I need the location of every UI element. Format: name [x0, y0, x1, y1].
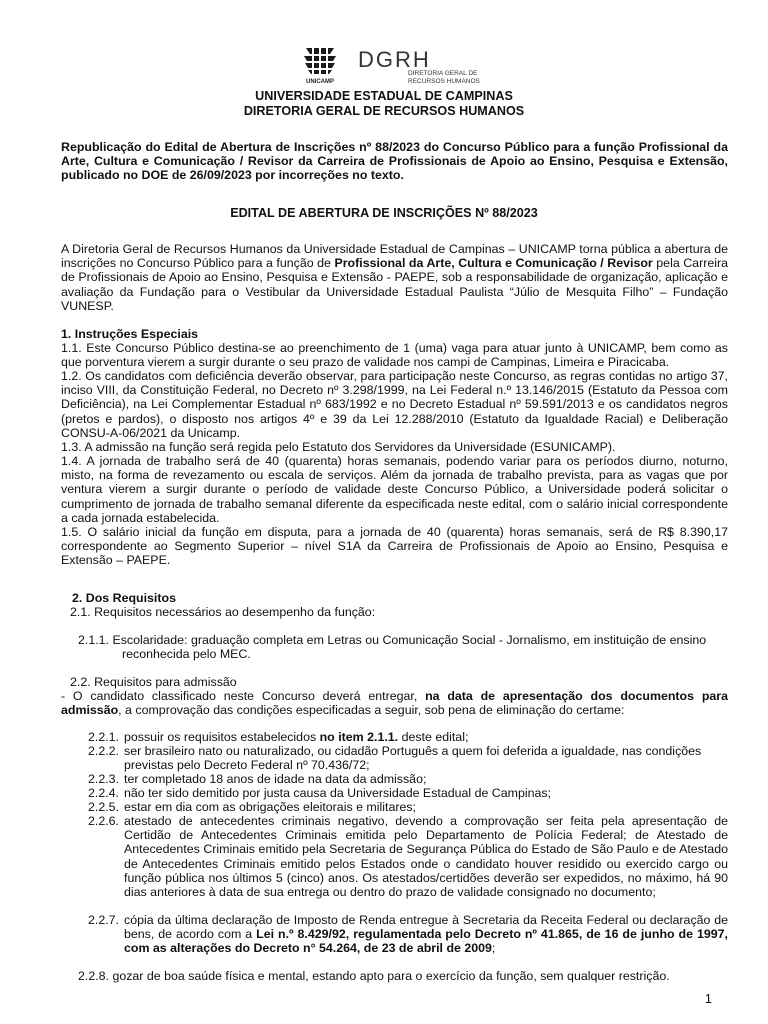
req-2-2-7 [124, 913, 728, 956]
page-number: 1 [704, 991, 712, 1006]
section1-item-4: 1.4. A jornada de trabalho será de 40 (quarenta) horas semanais, podendo variar para os períodos diurno, noturno, misto, na forma de revezamento ou escala de serviços. Além da jornada de trabalho prevista, para as vagas que por ventura vierem a surgir durante o período de validade deste Concurso Público, a Universidade poderá solicitar o cumprimento de jornada de trabalho semanal diferente da especificada neste edital, com o salário inicial correspondente a cada jornada estabelecida. [61, 454, 728, 525]
req-2-2-4-num: 2.2.4. [88, 786, 120, 800]
req-2-2-3-num: 2.2.3. [88, 772, 120, 786]
unicamp-logo-icon [300, 44, 480, 86]
admission-intro-bold2: admissão [61, 703, 119, 718]
unicamp-logo-text: UNICAMP [306, 79, 334, 85]
section2-item-1-1-cont: reconhecida pelo MEC. [122, 647, 251, 661]
req-2-2-7-text: cópia da última declaração de Imposto de Renda entregue à Secretaria da Receita Federal ou declaração de bens, de acordo com a [124, 913, 728, 942]
req-2-2-5: estar em dia com as obrigações eleitorais e militares; [124, 800, 416, 814]
req-2-2-7-law: Lei n.º 8.429/92, regulamentada pelo Decreto nº 41.865, de 16 de junho de 1997, com as alterações do Decreto n° 54.264, de 23 de abril de 2009 [124, 927, 728, 956]
intro-text-rest: pela Carreira de Profissionais de Apoio ao Ensino, Pesquisa e Extensão - PAEPE, sob a responsabilidade de organização, aplicação e avaliação da Fundação para o Vestibular da Universidade Estadual Paulista “Júlio de Mesquita Filho” – Fundação VUNESP. [61, 256, 728, 313]
intro-role: Profissional da Arte, Cultura e Comunicação / Revisor [334, 256, 653, 271]
req-2-2-3: ter completado 18 anos de idade na data da admissão; [124, 772, 427, 786]
intro-text: A Diretoria Geral de Recursos Humanos da Universidade Estadual de Campinas – UNICAMP torna pública a abertura de inscrições no Concurso Público para a função de [61, 242, 728, 271]
section1-item-3: 1.3. A admissão na função será regida pelo Estatuto dos Servidores da Universidade (ESUNICAMP). [61, 440, 616, 454]
req-2-2-8: 2.2.8. gozar de boa saúde física e mental, estando apto para o exercício da função, sem qualquer restrição. [78, 969, 670, 983]
university-name: UNIVERSIDADE ESTADUAL DE CAMPINAS [255, 89, 513, 103]
section2-title: 2. Dos Requisitos [72, 591, 176, 605]
req-2-2-1-num: 2.2.1. [88, 730, 120, 744]
req-2-2-6-num: 2.2.6. [88, 814, 120, 828]
admission-intro-bold: na data de apresentação dos documentos para [425, 689, 728, 703]
republication-notice: Republicação do Edital de Abertura de Inscrições nº 88/2023 do Concurso Público para a função Profissional da Arte, Cultura e Comunicação / Revisor da Carreira de Profissionais de Apoio ao Ensino, Pesquisa e Extensão, publicado no DOE de 26/09/2023 por incorreções no texto. [61, 140, 728, 183]
section1-item-1: 1.1. Este Concurso Público destina-se ao preenchimento de 1 (uma) vaga para atuar junto à UNICAMP, bem como as que porventura vierem a surgir durante o seu prazo de validade nos campi de Campinas, Limeira e Piracicaba. [61, 341, 728, 370]
req-2-2-2: ser brasileiro nato ou naturalizado, ou cidadão Português a quem foi deferida a igualdade, nas condições [124, 744, 702, 758]
req-2-2-1 [124, 730, 468, 744]
req-2-2-2-num: 2.2.2. [88, 744, 120, 758]
dgrh-logo-sub1: DIRETORIA GERAL DE [408, 70, 478, 77]
req-2-2-7-num: 2.2.7. [88, 913, 120, 927]
edital-title: EDITAL DE ABERTURA DE INSCRIÇÕES Nº 88/2023 [230, 206, 538, 220]
req-2-2-1-rest: deste edital; [398, 730, 469, 744]
req-2-2-4: não ter sido demitido por justa causa da Universidade Estadual de Campinas; [124, 786, 552, 800]
req-2-2-1-text: possuir os requisitos estabelecidos [124, 730, 320, 744]
section2-item-1-1: 2.1.1. Escolaridade: graduação completa em Letras ou Comunicação Social - Jornalismo, em instituição de ensino [78, 633, 707, 647]
req-2-2-6: atestado de antecedentes criminais negativo, devendo a comprovação ser feita pela apresentação de Certidão de Antecedentes Criminais emitida pelo Departamento de Polícia Federal; de Atestado de Antecedentes Criminais emitido pela Secretaria de Segurança Pública do Estado de São Paulo e de Atestado de Antecedentes Criminais emitido pelos Estados onde o candidato houver residido ou exercido cargo ou função pública nos últimos 5 (cinco) anos. Os atestados/certidões deverão ser expedidos, no máximo, há 90 dias anteriores à data de sua entrega ou dentro do prazo de validade consignado no documento; [124, 814, 728, 900]
admission-intro-rest: , a comprovação das condições especificadas a seguir, sob pena de eliminação do certame: [118, 703, 625, 718]
req-2-2-7-end: ; [491, 941, 496, 956]
department-name: DIRETORIA GERAL DE RECURSOS HUMANOS [243, 104, 525, 118]
section1-item-5: 1.5. O salário inicial da função em disputa, para a jornada de 40 (quarenta) horas semanais, será de R$ 8.390,17 correspondente ao Segmento Superior – nível S1A da Carreira de Profissionais de Apoio ao Ensino, Pesquisa e Extensão – PAEPE. [61, 525, 728, 568]
section1-title: 1. Instruções Especiais [61, 327, 199, 341]
header-logos [300, 44, 480, 86]
dgrh-logo-sub2: RECURSOS HUMANOS [408, 78, 480, 85]
section2-item-2: 2.2. Requisitos para admissão [70, 675, 237, 689]
section2-item-1: 2.1. Requisitos necessários ao desempenho da função: [70, 605, 376, 619]
req-2-2-1-ref: no item 2.1.1. [319, 730, 399, 744]
intro-paragraph [61, 242, 728, 313]
section1-item-2: 1.2. Os candidatos com deficiência deverão observar, para participação neste Concurso, as regras contidas no artigo 37, inciso VIII, da Constituição Federal, no Decreto nº 3.298/1999, na Lei Federal n.º 13.146/2015 (Estatuto da Pessoa com Deficiência), na Lei Complementar Estadual nº 683/1992 e no Decreto Estadual nº 59.591/2013 e os candidatos negros (pretos e pardos), o disposto nos artigos 4º e 39 da Lei 12.288/2010 (Estatuto da Igualdade Racial) e Deliberação CONSU-A-06/2021 da Unicamp. [61, 369, 728, 440]
req-2-2-5-num: 2.2.5. [88, 800, 120, 814]
dgrh-logo-text: DGRH [358, 47, 431, 72]
req-2-2-2-cont: previstas pelo Decreto Federal nº 70.436/72; [124, 758, 370, 772]
section2-admission-intro [61, 689, 728, 717]
admission-intro-text: - O candidato classificado neste Concurso deverá entregar, [61, 689, 426, 703]
